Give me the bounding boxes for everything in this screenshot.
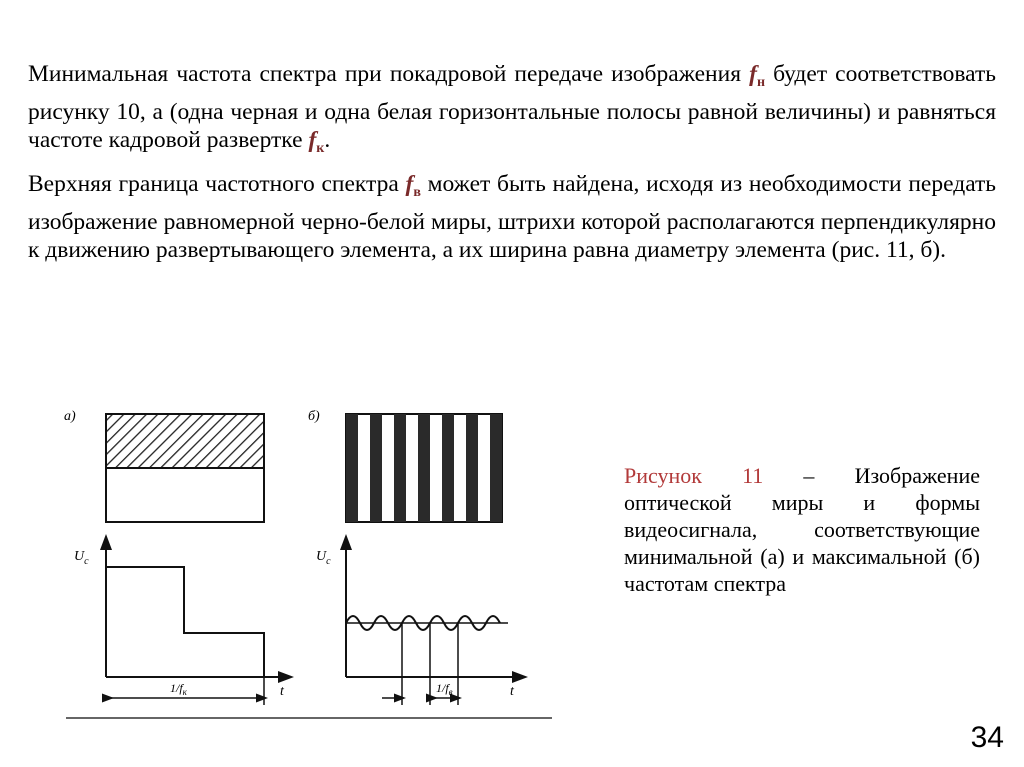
signal-graph-b: [316, 542, 520, 705]
figure-caption: Рисунок 11 – Изображение оптической миры и формы видеосигнала, соответствующие минимальной (а) и максимальной (б) частотам спектра: [624, 463, 980, 596]
signal-graph-a: [74, 542, 286, 705]
figure-mira-and-signal: [58, 400, 558, 722]
label-a: а): [64, 409, 76, 424]
label-b: б): [308, 409, 320, 424]
paragraph-min-frequency: Минимальная частота спектра при покадровой передаче изображения $f_н$ будет соответствовать рисунку 10, а (одна черная и одна белая горизонтальные полосы равной величины) и равняться частоте кадровой развертке $f_к$.: [28, 61, 996, 156]
axis-x-label-b: t: [510, 684, 514, 699]
mira-vertical-stripes: [346, 414, 502, 522]
symbol-f-k: $f_к$: [308, 127, 325, 156]
period-label-a: $1/f_к$: [170, 681, 187, 697]
axis-y-label-b: $U_с$: [316, 549, 331, 567]
symbol-f-n: $f_н$: [749, 61, 766, 90]
axis-y-label-a: $U_с$: [74, 549, 89, 567]
symbol-f-v: $f_в$: [405, 171, 421, 200]
period-label-b: $1/f_в$: [436, 681, 453, 697]
page-number: 34: [970, 721, 1004, 754]
paragraph-max-frequency: Верхняя граница частотного спектра $f_в$ может быть найдена, исходя из необходимости передать изображение равномерной черно-белой миры, штрихи которой располагаются перпендикулярно к движению развертывающего элемента, а их ширина равна диаметру элемента (рис. 11, б).: [28, 171, 996, 263]
mira-horizontal: [106, 414, 264, 522]
axis-x-label-a: t: [280, 684, 284, 699]
